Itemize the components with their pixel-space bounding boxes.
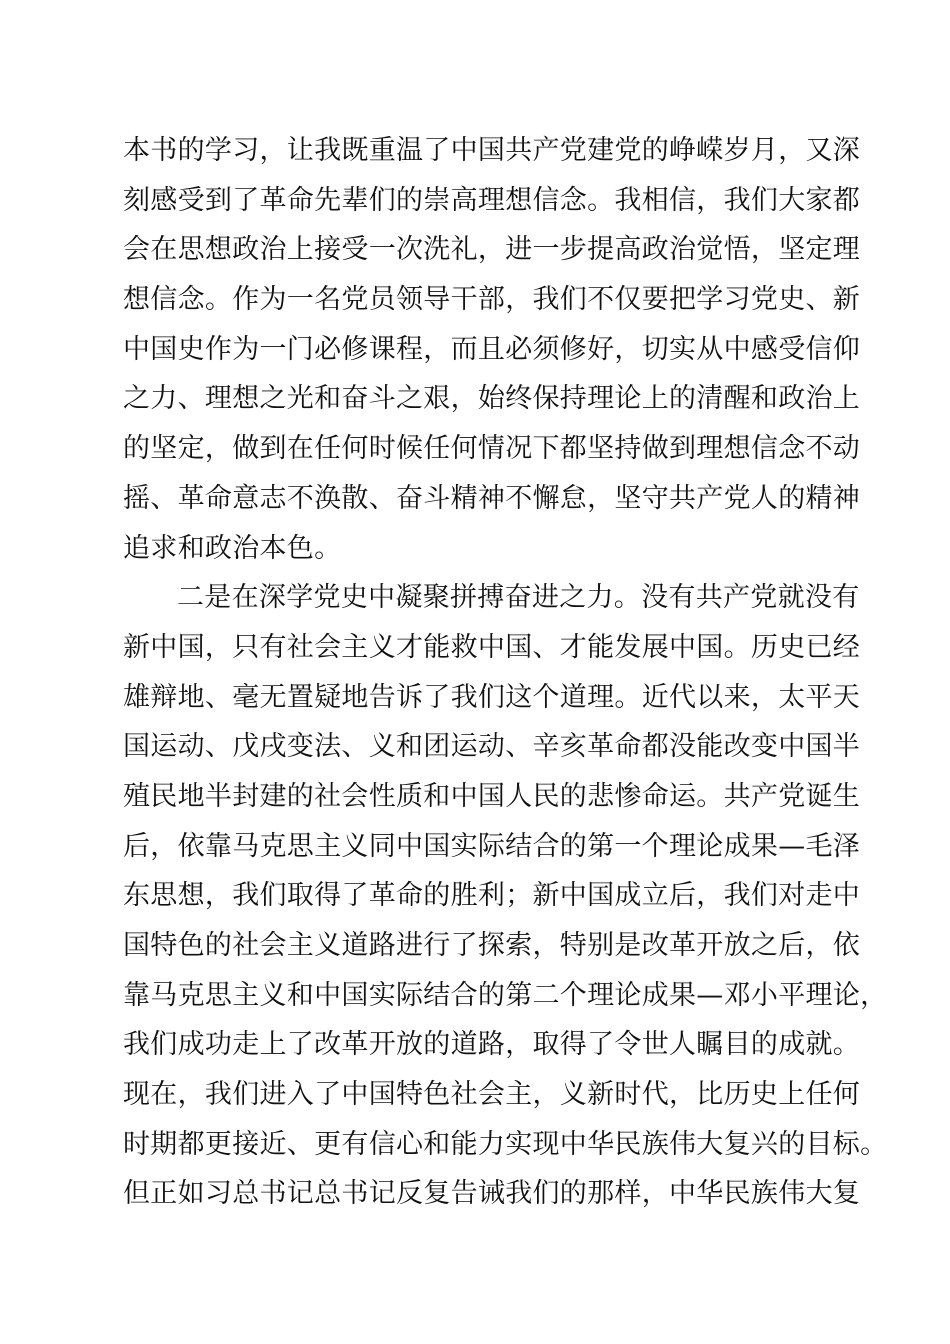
text-line: 追求和政治本色。 [123, 532, 342, 564]
text-line: 后，依靠马克思主义同中国实际结合的第一个理论成果—毛泽 [123, 830, 861, 862]
text-line: 靠马克思主义和中国实际结合的第二个理论成果—邓小平理论， [123, 979, 888, 1011]
text-line: 刻感受到了革命先辈们的崇高理想信念。我相信，我们大家都 [123, 184, 861, 216]
text-line: 东思想，我们取得了革命的胜利；新中国成立后，我们对走中 [123, 880, 861, 912]
text-line: 中国史作为一门必修课程，而且必须修好，切实从中感受信仰 [123, 333, 861, 365]
text-line: 现在，我们进入了中国特色社会主，义新时代，比历史上任何 [123, 1079, 861, 1111]
text-line: 殖民地半封建的社会性质和中国人民的悲惨命运。共产党诞生 [123, 780, 861, 812]
text-line: 本书的学习，让我既重温了中国共产党建党的峥嵘岁月，又深 [123, 135, 861, 166]
text-line: 想信念。作为一名党员领导干部，我们不仅要把学习党史、新 [123, 284, 861, 316]
text-line: 国特色的社会主义道路进行了探索，特别是改革开放之后，依 [123, 930, 861, 961]
text-line: 新中国，只有社会主义才能救中国、才能发展中国。历史已经 [123, 631, 861, 663]
text-line: 国运动、戊戌变法、义和团运动、辛亥革命都没能改变中国半 [123, 731, 861, 763]
text-line: 雄辩地、毫无置疑地告诉了我们这个道理。近代以来，太平天 [123, 681, 861, 713]
text-line: 但正如习总书记总书记反复告诫我们的那样，中华民族伟大复 [123, 1178, 861, 1210]
text-line: 会在思想政治上接受一次洗礼，进一步提高政治觉悟，坚定理 [123, 234, 861, 266]
text-line: 时期都更接近、更有信心和能力实现中华民族伟大复兴的目标。 [123, 1128, 888, 1160]
text-line: 之力、理想之光和奋斗之艰，始终保持理论上的清醒和政治上 [123, 383, 861, 415]
text-line: 的坚定，做到在任何时候任何情况下都坚持做到理想信念不动 [123, 433, 861, 465]
text-line: 我们成功走上了改革开放的道路，取得了令世人瞩目的成就。 [123, 1029, 861, 1061]
paragraph-first-line: 二是在深学党史中凝聚拼搏奋进之力。没有共产党就没有 [177, 582, 860, 614]
body-text [123, 126, 888, 1219]
text-line: 摇、革命意志不涣散、奋斗精神不懈怠，坚守共产党人的精神 [123, 482, 861, 514]
